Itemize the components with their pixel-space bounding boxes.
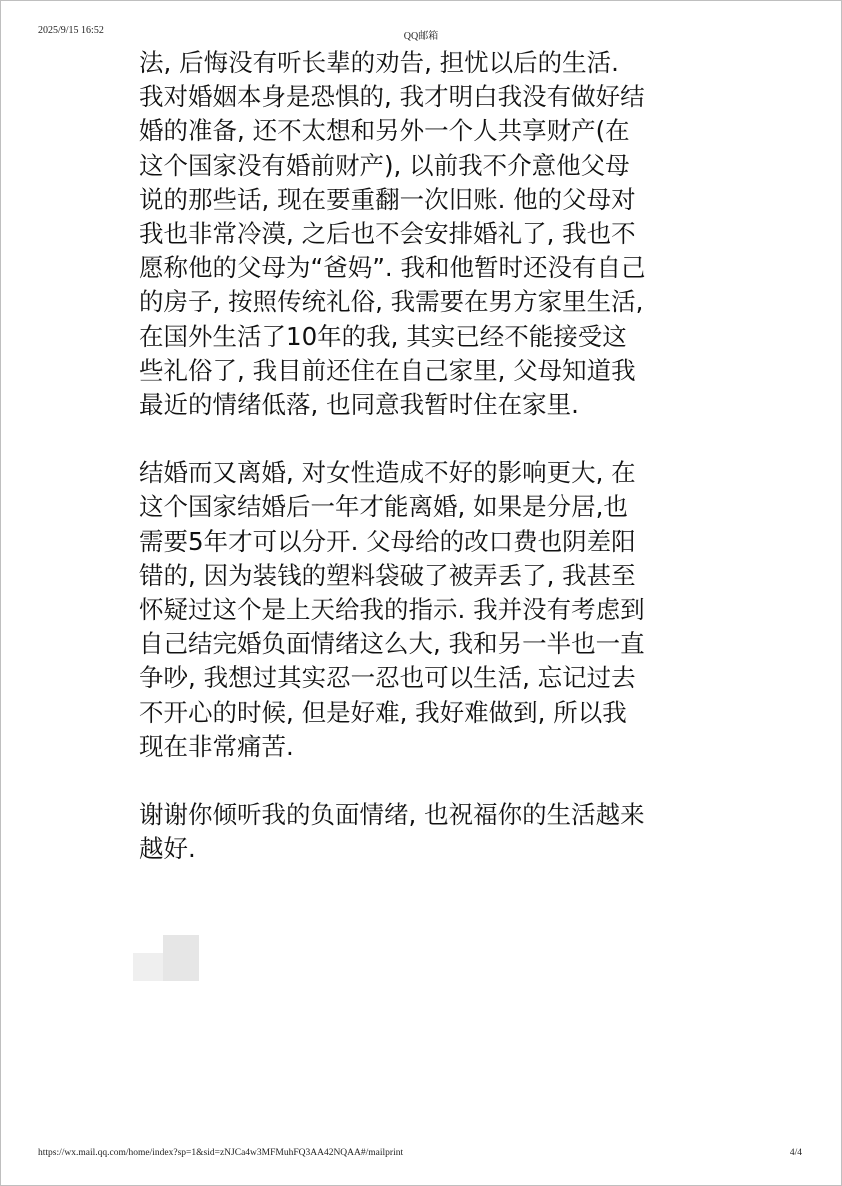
text-line: 这个国家结婚后一年才能离婚, 如果是分居,也 <box>139 492 628 522</box>
paragraph-gap <box>139 422 719 456</box>
text-line: 在国外生活了10年的我, 其实已经不能接受这 <box>139 321 627 351</box>
text-line: 愿称他的父母为“爸妈”. 我和他暂时还没有自己 <box>139 253 646 283</box>
text-line: 结婚而又离婚, 对女性造成不好的影响更大, 在 <box>139 458 636 488</box>
text-line: 最近的情绪低落, 也同意我暂时住在家里. <box>139 390 579 420</box>
text-line: 法, 后悔没有听长辈的劝告, 担忧以后的生活. <box>139 48 619 77</box>
print-url: https://wx.mail.qq.com/home/index?sp=1&sid=zNJCa4w3MFMuhFQ3AA42NQAA#/mailprint <box>38 1148 404 1158</box>
text-line: 说的那些话, 现在要重翻一次旧账. 他的父母对 <box>139 184 636 214</box>
text-line: 现在非常痛苦. <box>139 731 294 761</box>
text-line: 我也非常冷漠, 之后也不会安排婚礼了, 我也不 <box>139 219 636 249</box>
text-line: 怀疑过这个是上天给我的指示. 我并没有考虑到 <box>139 595 645 625</box>
blurred-signature-image <box>133 935 199 981</box>
text-line: 需要5年才可以分开. 父母给的改口费也阴差阳 <box>139 526 636 556</box>
text-line: 婚的准备, 还不太想和另外一个人共享财产(在 <box>139 116 630 146</box>
text-line: 这个国家没有婚前财产), 以前我不介意他父母 <box>139 150 630 180</box>
text-line: 越好. <box>139 834 196 864</box>
text-line: 错的, 因为装钱的塑料袋破了被弄丢了, 我甚至 <box>139 560 636 590</box>
paragraph-2 <box>139 456 719 764</box>
paragraph-3 <box>139 798 719 866</box>
text-line: 争吵, 我想过其实忍一忍也可以生活, 忘记过去 <box>139 663 636 693</box>
text-line: 自己结完婚负面情绪这么大, 我和另一半也一直 <box>139 629 645 659</box>
text-line: 不开心的时候, 但是好难, 我好难做到, 所以我 <box>139 697 627 727</box>
paragraph-gap <box>139 764 719 798</box>
print-datetime: 2025/9/15 16:52 <box>38 25 104 36</box>
text-line: 我对婚姻本身是恐惧的, 我才明白我没有做好结 <box>139 82 645 112</box>
text-line: 的房子, 按照传统礼俗, 我需要在男方家里生活, <box>139 287 644 317</box>
page-number: 4/4 <box>789 1148 802 1158</box>
paragraph-1 <box>139 46 719 422</box>
text-line: 谢谢你倾听我的负面情绪, 也祝福你的生活越来 <box>139 800 645 830</box>
text-line: 些礼俗了, 我目前还住在自己家里, 父母知道我 <box>139 355 636 385</box>
print-title: QQ邮箱 <box>403 31 439 42</box>
email-body <box>139 46 719 866</box>
